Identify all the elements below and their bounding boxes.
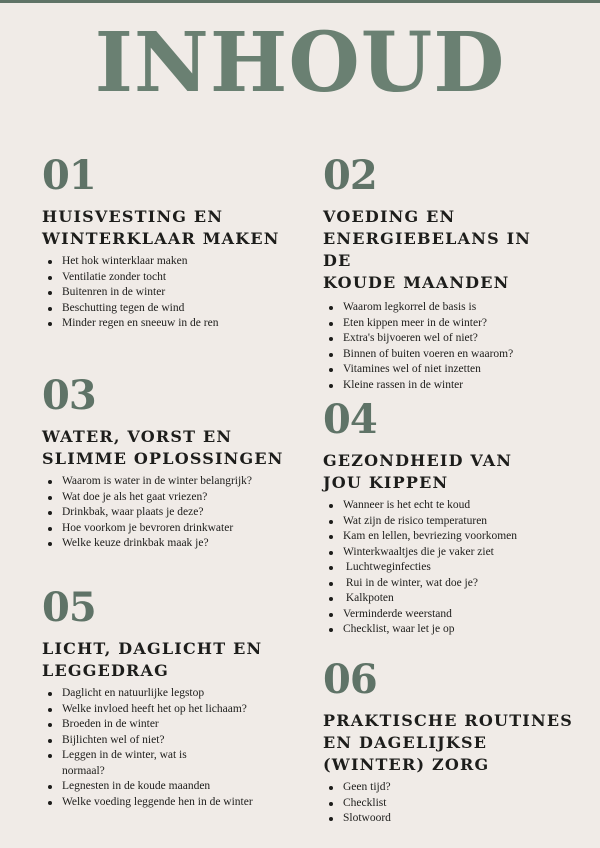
list-item: Buitenren in de winter: [42, 285, 292, 301]
list-item: Kalkpoten: [323, 591, 573, 607]
section-heading: [323, 206, 563, 294]
page-title: INHOUD: [94, 15, 506, 111]
list-item: Extra's bijvoeren wel of niet?: [323, 331, 563, 347]
section-items: [323, 780, 583, 827]
section-number: 01: [42, 152, 96, 199]
section-heading-line: PRAKTISCHE ROUTINES: [323, 711, 573, 730]
section-heading-line: SLIMME OPLOSSINGEN: [42, 449, 284, 468]
section-number: 06: [323, 656, 377, 703]
section-04: [323, 396, 573, 638]
list-item: Checklist: [323, 796, 583, 812]
section-heading-line: LICHT, DAGLICHT EN: [42, 639, 263, 658]
list-item: Beschutting tegen de wind: [42, 301, 292, 317]
section-heading-line: LEGGEDRAG: [42, 661, 170, 680]
list-item: Welke voeding leggende hen in de winter: [42, 795, 272, 811]
list-item: Wanneer is het echt te koud: [323, 498, 573, 514]
list-item: Bijlichten wel of niet?: [42, 733, 302, 749]
list-item: Vitamines wel of niet inzetten: [323, 362, 563, 378]
list-item: Rui in de winter, wat doe je?: [323, 576, 573, 592]
section-heading-line: HUISVESTING EN: [42, 207, 224, 226]
section-05: [42, 584, 302, 810]
section-02: [323, 152, 563, 393]
section-heading: [323, 710, 583, 776]
section-heading: [42, 206, 292, 250]
section-heading-line: WATER, VORST EN: [42, 427, 233, 446]
list-item: Minder regen en sneeuw in de ren: [42, 316, 292, 332]
section-number: 04: [323, 396, 377, 443]
list-item: Welke keuze drinkbak maak je?: [42, 536, 302, 552]
list-item: Leggen in de winter, wat is normaal?: [42, 748, 232, 779]
list-item: Winterkwaaltjes die je vaker ziet: [323, 545, 573, 561]
list-item: Verminderde weerstand: [323, 607, 573, 623]
list-item: Broeden in de winter: [42, 717, 302, 733]
section-03: [42, 372, 302, 552]
list-item: Ventilatie zonder tocht: [42, 270, 292, 286]
list-item: Luchtweginfecties: [323, 560, 573, 576]
list-item: Eten kippen meer in de winter?: [323, 316, 563, 332]
list-item: Kam en lellen, bevriezing voorkomen: [323, 529, 543, 545]
section-06: [323, 656, 583, 827]
list-item: Legnesten in de koude maanden: [42, 779, 302, 795]
section-01: [42, 152, 292, 332]
list-item: Slotwoord: [323, 811, 583, 827]
section-heading-line: GEZONDHEID VAN: [323, 451, 513, 470]
list-item: Checklist, waar let je op: [323, 622, 573, 638]
list-item: Kleine rassen in de winter: [323, 378, 563, 394]
section-items: [42, 254, 292, 332]
list-item: Wat doe je als het gaat vriezen?: [42, 490, 302, 506]
section-heading-line: KOUDE MAANDEN: [323, 273, 510, 292]
top-divider: [0, 0, 600, 3]
section-items: [42, 474, 302, 552]
list-item: Binnen of buiten voeren en waarom?: [323, 347, 533, 363]
section-items: [323, 300, 563, 393]
list-item: Geen tijd?: [323, 780, 583, 796]
section-heading-line: VOEDING EN: [323, 207, 456, 226]
section-heading: [323, 450, 573, 494]
list-item: Hoe voorkom je bevroren drinkwater: [42, 521, 302, 537]
section-heading-line: ENERGIEBELANS IN DE: [323, 229, 532, 270]
list-item: Wat zijn de risico temperaturen: [323, 514, 573, 530]
list-item: Drinkbak, waar plaats je deze?: [42, 505, 302, 521]
section-number: 05: [42, 584, 96, 631]
section-heading-line: EN DAGELIJKSE: [323, 733, 488, 752]
section-heading: [42, 638, 302, 682]
list-item: Waarom legkorrel de basis is: [323, 300, 563, 316]
section-heading-line: WINTERKLAAR MAKEN: [42, 229, 280, 248]
list-item: Het hok winterklaar maken: [42, 254, 292, 270]
section-heading-line: JOU KIPPEN: [323, 473, 449, 492]
list-item: Daglicht en natuurlijke legstop: [42, 686, 302, 702]
list-item: Welke invloed heeft het op het lichaam?: [42, 702, 262, 718]
section-items: [323, 498, 573, 638]
section-heading-line: (WINTER) ZORG: [323, 755, 490, 774]
section-number: 02: [323, 152, 377, 199]
section-heading: [42, 426, 302, 470]
section-number: 03: [42, 372, 96, 419]
section-items: [42, 686, 302, 810]
list-item: Waarom is water in de winter belangrijk?: [42, 474, 272, 490]
